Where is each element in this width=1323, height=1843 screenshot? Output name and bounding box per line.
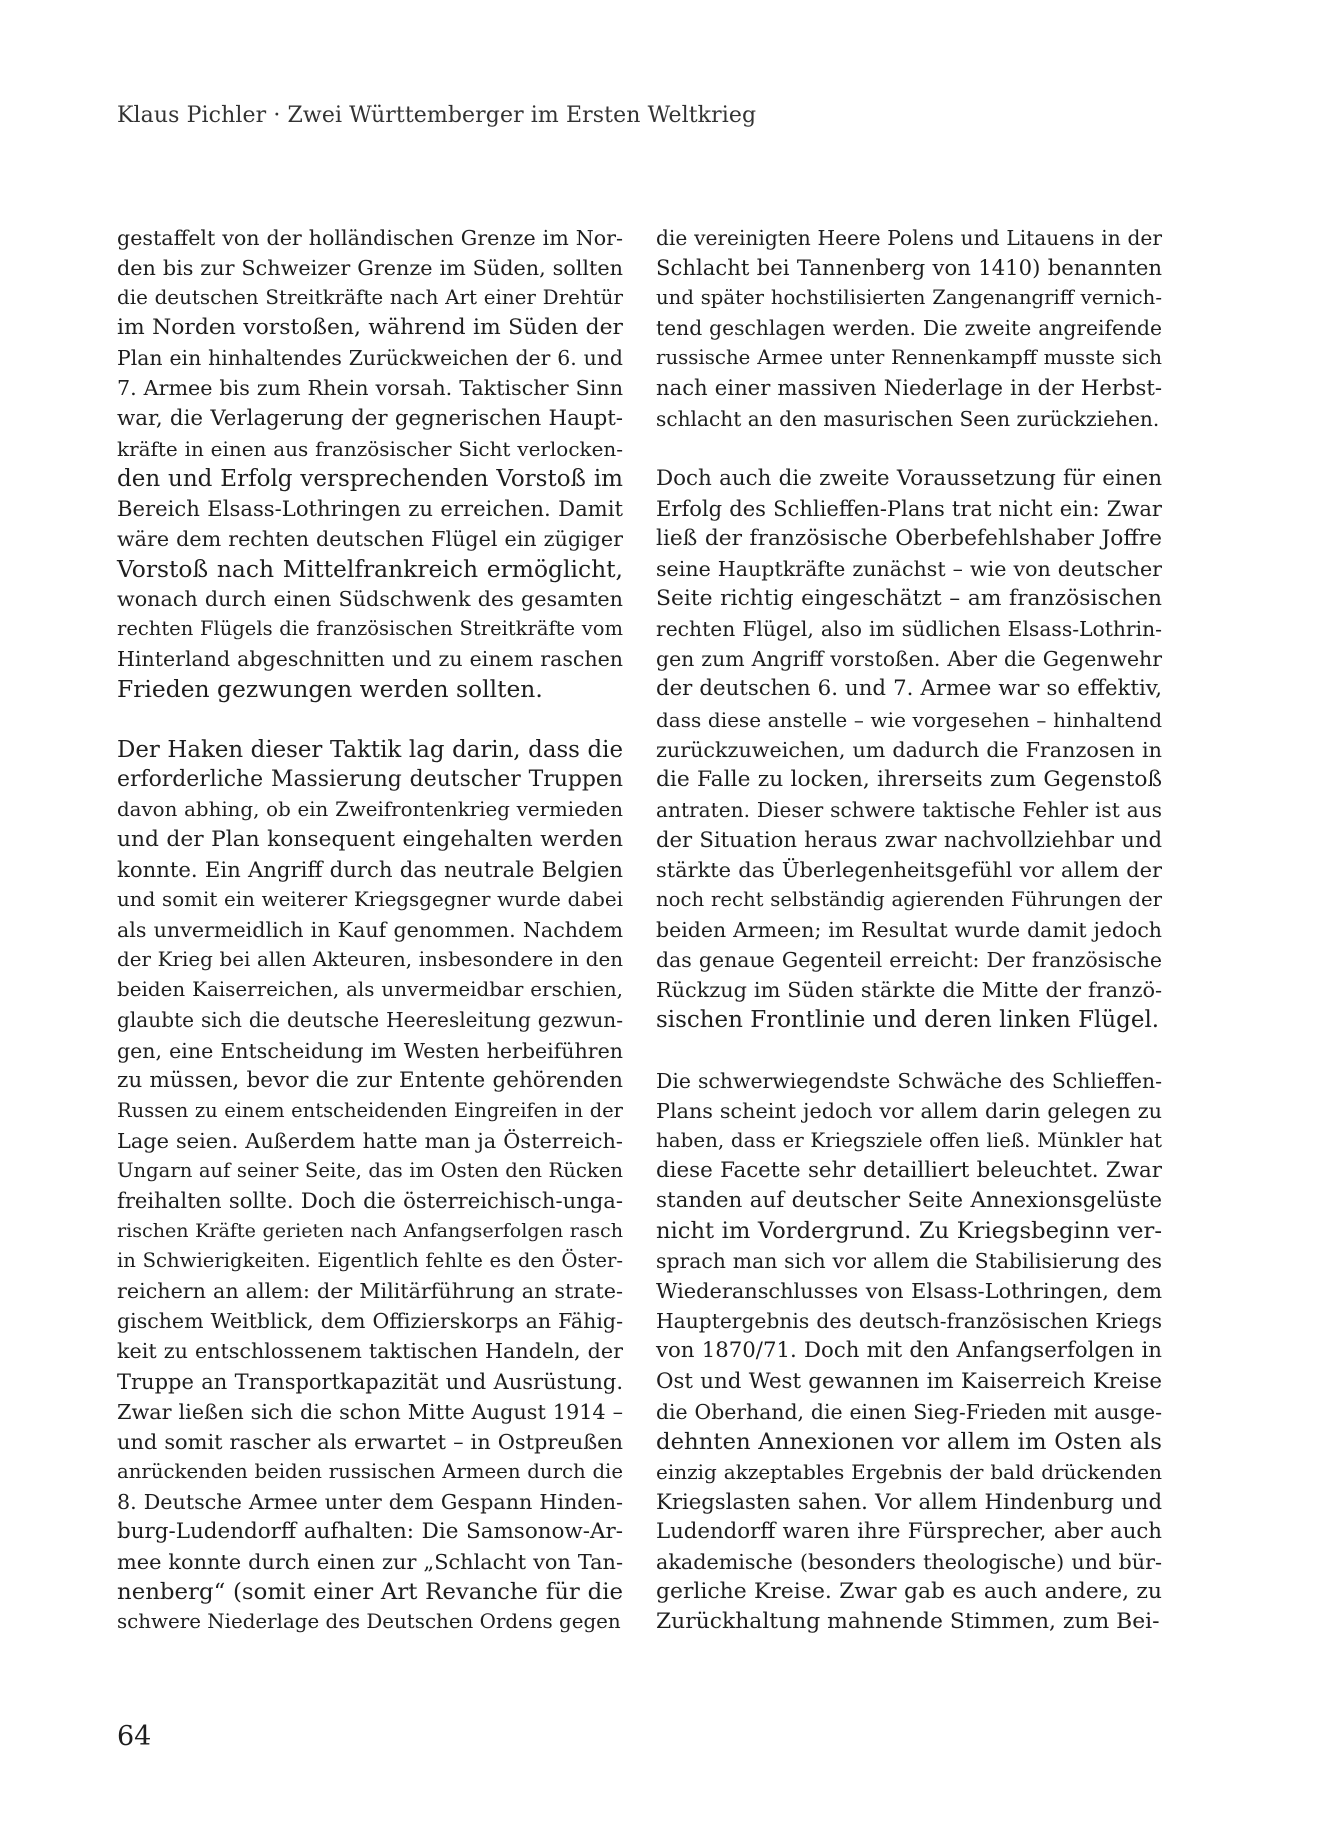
text-line: Wiederanschlusses von Elsass-Lothringen, dem xyxy=(656,1279,1162,1304)
text-line: mee konnte durch einen zur „Schlacht von Tan- xyxy=(117,1550,623,1575)
text-line: burg-Ludendorff aufhalten: Die Samsonow-Ar- xyxy=(117,1519,623,1545)
text-line: 8. Deutsche Armee unter dem Gespann Hinden- xyxy=(117,1489,623,1514)
text-line: rechten Flügels die französischen Streitkräfte vom xyxy=(117,617,623,641)
text-line: der Krieg bei allen Akteuren, insbesondere in den xyxy=(117,948,623,972)
text-line: gestaffelt von der holländischen Grenze im Nor- xyxy=(117,226,623,250)
text-line: rischen Kräfte gerieten nach Anfangserfolgen rasch xyxy=(117,1219,623,1243)
text-line: im Norden vorstoßen, während im Süden der xyxy=(117,315,623,341)
paragraph xyxy=(656,223,1162,434)
text-line: erforderliche Massierung deutscher Truppen xyxy=(117,766,623,792)
text-line: kräfte in einen aus französischer Sicht verlocken- xyxy=(117,436,623,461)
paragraph xyxy=(656,464,1162,1036)
text-line: sprach man sich vor allem die Stabilisierung des xyxy=(656,1249,1162,1274)
text-line: Rückzug im Süden stärkte die Mitte der franzö- xyxy=(656,978,1162,1003)
text-line: reichern an allem: der Militärführung an strate- xyxy=(117,1279,623,1304)
page-number: 64 xyxy=(117,1721,152,1752)
text-line: Zwar ließen sich die schon Mitte August 1914 – xyxy=(117,1399,623,1424)
text-line: tend geschlagen werden. Die zweite angreifende xyxy=(656,316,1162,341)
text-line: Die schwerwiegendste Schwäche des Schlieffen- xyxy=(656,1068,1162,1093)
text-line: russische Armee unter Rennenkampff musste sich xyxy=(656,346,1162,370)
text-line: Bereich Elsass-Lothringen zu erreichen. Damit xyxy=(117,495,623,521)
text-line: Russen zu einem entscheidenden Eingreifen in der xyxy=(117,1098,623,1122)
text-line: Der Haken dieser Taktik lag darin, dass die xyxy=(117,736,623,763)
paragraph xyxy=(117,223,623,705)
text-line: akademische (besonders theologische) und bür- xyxy=(656,1550,1162,1575)
paragraph-gap xyxy=(656,434,1162,464)
text-line: Ost und West gewannen im Kaiserreich Kreise xyxy=(656,1368,1162,1394)
text-line: keit zu entschlossenem taktischen Handeln, der xyxy=(117,1339,623,1364)
text-line: die deutschen Streitkräfte nach Art einer Drehtür xyxy=(117,286,623,310)
text-line: freihalten sollte. Doch die österreichisch-unga- xyxy=(117,1188,623,1213)
text-line: schwere Niederlage des Deutschen Ordens gegen xyxy=(117,1610,621,1634)
text-line: nicht im Vordergrund. Zu Kriegsbeginn ver- xyxy=(656,1218,1162,1245)
paragraph-gap xyxy=(656,1036,1162,1066)
text-line: gischem Weitblick, dem Offizierskorps an Fähig- xyxy=(117,1309,623,1334)
text-line: Zurückhaltung mahnende Stimmen, zum Bei- xyxy=(656,1609,1160,1635)
text-line: stärkte das Überlegenheitsgefühl vor allem der xyxy=(656,857,1162,882)
text-line: Seite richtig eingeschätzt – am französischen xyxy=(656,586,1162,612)
text-line: Ludendorff waren ihre Fürsprecher, aber auch xyxy=(656,1519,1162,1545)
text-line: und somit ein weiterer Kriegsgegner wurde dabei xyxy=(117,888,623,912)
text-line: Frieden gezwungen werden sollten. xyxy=(117,675,543,704)
text-line: und der Plan konsequent eingehalten werden xyxy=(117,826,623,852)
text-line: ließ der französische Oberbefehlshaber Joffre xyxy=(656,525,1162,551)
text-line: Kriegslasten sahen. Vor allem Hindenburg und xyxy=(656,1488,1162,1514)
text-line: die vereinigten Heere Polens und Litauens in der xyxy=(656,226,1162,250)
text-line: Truppe an Transportkapazität und Ausrüstung. xyxy=(117,1369,623,1394)
text-line: konnte. Ein Angriff durch das neutrale Belgien xyxy=(117,856,623,882)
text-line: Plan ein hinhaltendes Zurückweichen der 6. und xyxy=(117,346,623,371)
text-line: wäre dem rechten deutschen Flügel ein zügiger xyxy=(117,526,623,551)
text-line: zu müssen, bevor die zur Entente gehörenden xyxy=(117,1067,623,1093)
text-line: schlacht an den masurischen Seen zurückziehen. xyxy=(656,406,1160,431)
text-line: von 1870/71. Doch mit den Anfangserfolgen in xyxy=(656,1338,1162,1364)
paragraph xyxy=(656,1066,1162,1638)
text-line: war, die Verlagerung der gegnerischen Haupt- xyxy=(117,405,623,431)
running-header: Klaus Pichler · Zwei Württemberger im Ersten Weltkrieg xyxy=(117,103,757,128)
text-line: anrückenden beiden russischen Armeen durch die xyxy=(117,1459,623,1483)
text-line: der deutschen 6. und 7. Armee war so effektiv, xyxy=(656,676,1162,702)
text-line: rechten Flügel, also im südlichen Elsass-Lothrin- xyxy=(656,617,1162,642)
text-line: dehnten Annexionen vor allem im Osten als xyxy=(656,1428,1162,1455)
text-line: Schlacht bei Tannenberg von 1410) benannten xyxy=(656,255,1162,281)
text-line: sischen Frontlinie und deren linken Flügel. xyxy=(656,1007,1160,1034)
text-line: einzig akzeptables Ergebnis der bald drückenden xyxy=(656,1459,1162,1484)
text-line: 7. Armee bis zum Rhein vorsah. Taktischer Sinn xyxy=(117,376,623,401)
text-line: nach einer massiven Niederlage in der Herbst- xyxy=(656,375,1162,401)
text-line: den bis zur Schweizer Grenze im Süden, sollten xyxy=(117,256,623,281)
text-line: Lage seien. Außerdem hatte man ja Österreich- xyxy=(117,1128,623,1153)
paragraph-gap xyxy=(117,705,623,735)
text-line: die Falle zu locken, ihrerseits zum Gegenstoß xyxy=(656,766,1162,792)
text-line: Hauptergebnis des deutsch-französischen Kriegs xyxy=(656,1309,1162,1334)
text-line: wonach durch einen Südschwenk des gesamten xyxy=(117,587,623,612)
paragraph xyxy=(117,735,623,1638)
text-line: die Oberhand, die einen Sieg-Frieden mit ausge- xyxy=(656,1399,1162,1424)
text-line: nenberg“ (somit einer Art Revanche für die xyxy=(117,1579,623,1606)
text-line: beiden Kaiserreichen, als unvermeidbar erschien, xyxy=(117,978,623,1002)
text-line: das genaue Gegenteil erreicht: Der französische xyxy=(656,948,1162,973)
text-line: und somit rascher als erwartet – in Ostpreußen xyxy=(117,1429,623,1454)
left-column xyxy=(117,223,623,1637)
text-line: gen, eine Entscheidung im Westen herbeiführen xyxy=(117,1038,623,1063)
text-line: in Schwierigkeiten. Eigentlich fehlte es den Öster- xyxy=(117,1249,623,1273)
text-line: Vorstoß nach Mittelfrankreich ermöglicht, xyxy=(117,555,623,584)
text-line: der Situation heraus zwar nachvollziehbar und xyxy=(656,826,1162,852)
text-line: Plans scheint jedoch vor allem darin gelegen zu xyxy=(656,1098,1162,1123)
text-line: Ungarn auf seiner Seite, das im Osten den Rücken xyxy=(117,1158,623,1182)
text-line: standen auf deutscher Seite Annexionsgelüste xyxy=(656,1188,1162,1213)
text-line: davon abhing, ob ein Zweifrontenkrieg vermieden xyxy=(117,797,623,821)
right-column xyxy=(656,223,1162,1637)
text-line: beiden Armeen; im Resultat wurde damit jedoch xyxy=(656,918,1162,943)
text-line: Doch auch die zweite Voraussetzung für einen xyxy=(656,465,1162,491)
text-line: dass diese anstelle – wie vorgesehen – hinhaltend xyxy=(656,707,1162,732)
text-line: haben, dass er Kriegsziele offen ließ. Münkler hat xyxy=(656,1128,1162,1152)
text-line: noch recht selbständig agierenden Führungen der xyxy=(656,888,1162,912)
text-line: zurückzuweichen, um dadurch die Franzosen in xyxy=(656,737,1162,762)
text-line: gen zum Angriff vorstoßen. Aber die Gegenwehr xyxy=(656,647,1162,672)
text-line: den und Erfolg versprechenden Vorstoß im xyxy=(117,465,623,492)
text-line: und später hochstilisierten Zangenangriff vernich- xyxy=(656,286,1162,310)
text-line: diese Facette sehr detailliert beleuchtet. Zwar xyxy=(656,1157,1162,1183)
text-line: als unvermeidlich in Kauf genommen. Nachdem xyxy=(117,918,623,943)
text-line: gerliche Kreise. Zwar gab es auch andere, zu xyxy=(656,1579,1162,1605)
text-line: seine Hauptkräfte zunächst – wie von deutscher xyxy=(656,557,1162,582)
text-line: glaubte sich die deutsche Heeresleitung gezwun- xyxy=(117,1008,623,1033)
text-line: Erfolg des Schlieffen-Plans trat nicht ein: Zwar xyxy=(656,495,1162,521)
text-line: antraten. Dieser schwere taktische Fehler ist aus xyxy=(656,797,1162,822)
text-line: Hinterland abgeschnitten und zu einem raschen xyxy=(117,647,623,672)
